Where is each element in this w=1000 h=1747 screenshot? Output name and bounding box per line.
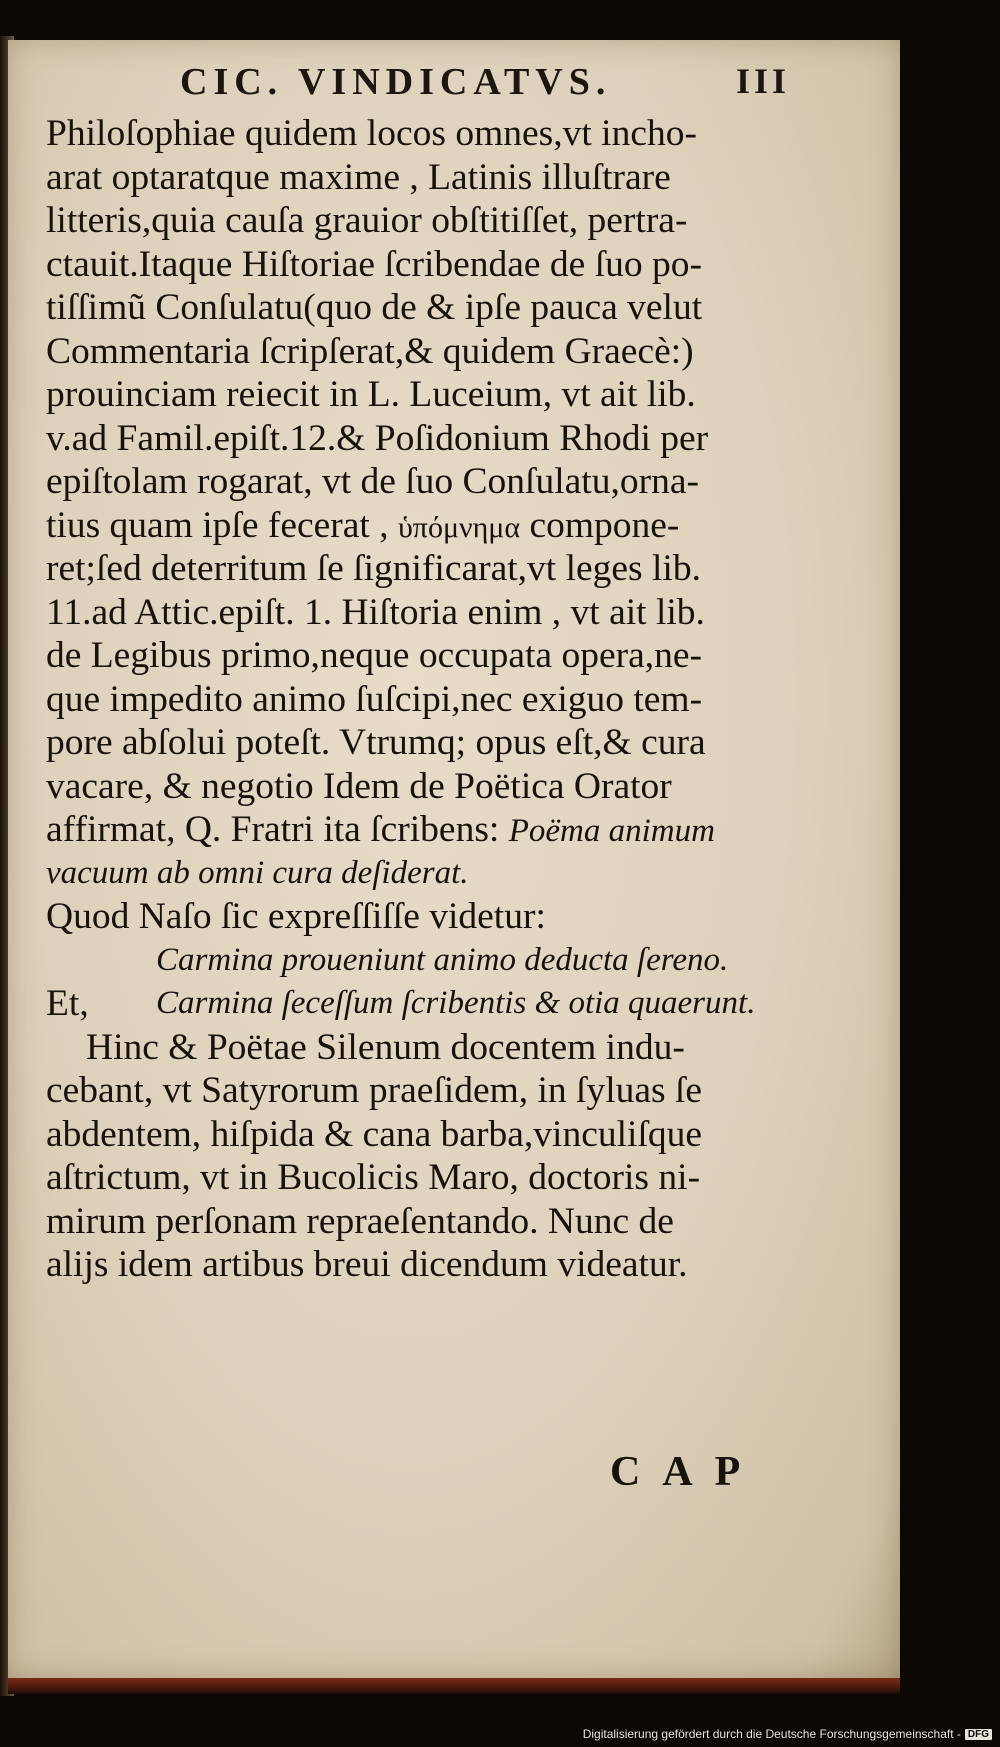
text-line: mirum perſonam repraeſentando. Nunc de xyxy=(46,1200,674,1242)
text-line: epiſtolam rogarat, vt de ſuo Conſulatu,orna- xyxy=(46,461,699,502)
text-line: aſtrictum, vt in Bucolicis Maro, doctoris ni- xyxy=(46,1157,701,1198)
paragraph-first-line: Hinc & Poëtae Silenum docentem indu- xyxy=(86,1026,685,1068)
text-line: 11.ad Attic.epiſt. 1. Hiſtoria enim , vt ait lib. xyxy=(46,591,705,633)
text-line: arat optaratque maxime , Latinis illuſtrare xyxy=(46,156,671,198)
greek-word: ὑπόμνημα xyxy=(397,510,521,544)
text-line: ctauit.Itaque Hiſtoriae ſcribendae de ſuo po- xyxy=(46,243,702,285)
book-page-bottom-edge xyxy=(8,1678,900,1694)
running-head: CIC. VINDICATVS. xyxy=(180,61,612,103)
text-line: Philoſophiae quidem locos omnes,vt incho- xyxy=(46,113,697,154)
verse-text: Carmina ſeceſſum ſcribentis & otia quaerunt. xyxy=(156,985,756,1021)
text-segment: affirmat, Q. Fratri ita ſcribens: xyxy=(46,809,509,850)
folio-number: III xyxy=(735,61,790,101)
page-header xyxy=(50,60,790,104)
text-line-greek xyxy=(46,504,786,548)
text-line: abdentem, hiſpida & cana barba,vinculiſque xyxy=(46,1113,703,1155)
quote-italic-line: vacuum ab omni cura deſiderat. xyxy=(46,854,469,891)
verse-line xyxy=(46,982,786,1026)
text-line: de Legibus primo,neque occupata opera,ne- xyxy=(46,635,702,676)
verse-line xyxy=(46,939,786,983)
text-line: vacare, & negotio Idem de Poëtica Orator xyxy=(46,765,672,807)
digitization-credit xyxy=(583,1727,992,1741)
catchword: CAP xyxy=(610,1449,763,1495)
text-segment: tius quam ipſe fecerat , xyxy=(46,504,398,546)
text-line: ret;ſed deterritum ſe ſignificarat,vt leges lib. xyxy=(46,548,701,589)
text-line-quote xyxy=(46,808,786,852)
text-line: Commentaria ſcripſerat,& quidem Graecè:) xyxy=(46,330,694,372)
text-line: prouinciam reiecit in L. Luceium, vt ait lib. xyxy=(46,374,696,415)
credit-text: Digitalisierung gefördert durch die Deutsche Forschungsgemeinschaft - xyxy=(582,1727,961,1741)
text-line: que impedito animo ſuſcipi,nec exiguo tem- xyxy=(46,678,703,720)
quote-italic: Poëma animum xyxy=(508,813,715,849)
text-line: pore abſolui poteſt. Vtrumq; opus eſt,& cura xyxy=(46,722,706,763)
verse-text: Carmina proueniunt animo deducta ſereno. xyxy=(156,941,729,978)
text-line: v.ad Famil.epiſt.12.& Poſidonium Rhodi per xyxy=(46,417,709,459)
text-line: alijs idem artibus breui dicendum videatur. xyxy=(46,1244,688,1285)
text-segment: compone- xyxy=(520,504,680,546)
text-line: litteris,quia cauſa grauior obſtitiſſet, pertra- xyxy=(46,200,688,241)
verse-lead: Et, xyxy=(46,983,89,1024)
dfg-logo-icon: DFG xyxy=(965,1729,992,1740)
text-line: tiſſimũ Conſulatu(quo de & ipſe pauca velut xyxy=(46,287,703,328)
text-line: Quod Naſo ſic expreſſiſſe videtur: xyxy=(46,896,546,937)
page-text xyxy=(46,112,786,1287)
text-line: cebant, vt Satyrorum praeſidem, in ſyluas ſe xyxy=(46,1070,703,1111)
